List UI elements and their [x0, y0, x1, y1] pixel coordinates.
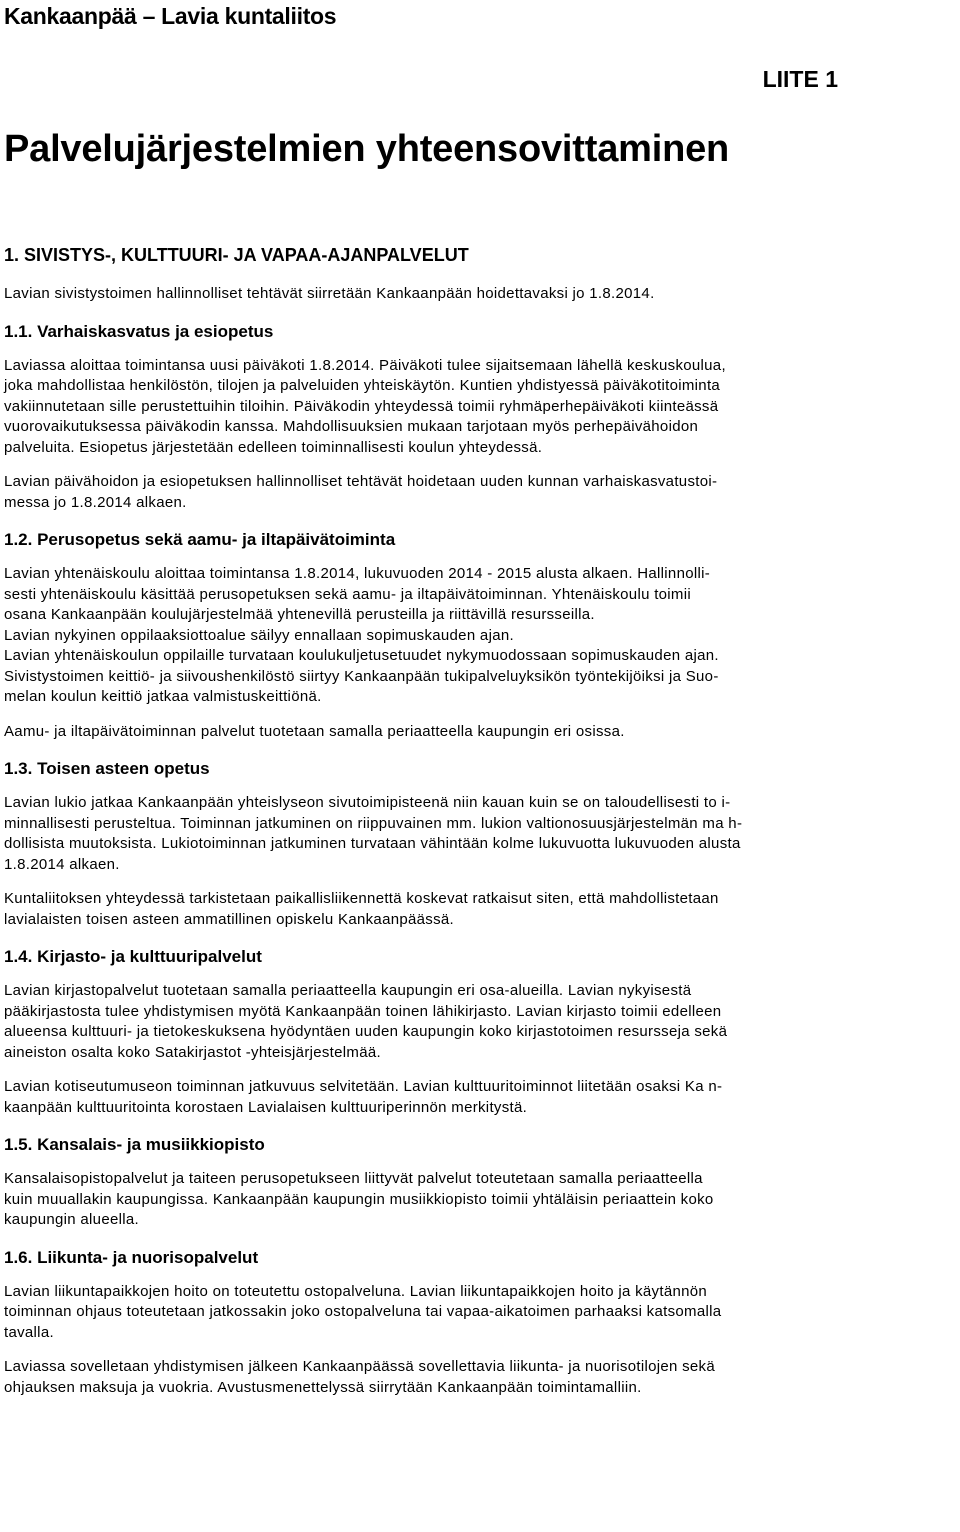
paragraph	[4, 981, 956, 1063]
appendix-label: LIITE 1	[762, 66, 838, 92]
text-line: minnallisesti perusteltua. Toiminnan jatkuminen on riippuvainen mm. lukion valtionosuusjärjestelmän ma h-	[4, 814, 743, 832]
paragraph	[4, 1282, 956, 1344]
text-line: alueensa kulttuuri- ja tietokeskuksena hyödyntäen uuden kaupungin koko kirjastotoimen resursseja sekä	[4, 1023, 728, 1040]
text-line: palveluita. Esiopetus järjestetään edelleen toiminnallisesti koulun yhteydessä.	[4, 438, 543, 456]
text-line: joka mahdollistaa henkilöstön, tilojen ja palveluiden yhteiskäytön. Kuntien yhdistyessä päiväkotitoiminta	[4, 377, 721, 394]
text-line: Lavian yhtenäiskoulu aloittaa toimintansa 1.8.2014, lukuvuoden 2014 - 2015 alusta alkaen. Hallinnolli-	[4, 565, 711, 582]
subsection-heading-1-2: 1.2. Perusopetus sekä aamu- ja iltapäivätoiminta	[4, 530, 396, 549]
text-line: melan koulun keittiö jatkaa valmistuskeittiönä.	[4, 688, 322, 705]
text-line: Lavian sivistystoimen hallinnolliset tehtävät siirretään Kankaanpään hoidettavaksi jo 1.8.2014.	[4, 285, 655, 302]
paragraph	[4, 793, 956, 875]
page-title: Palvelujärjestelmien yhteensovittaminen	[4, 128, 730, 170]
text-line: Lavian lukio jatkaa Kankaanpään yhteislyseon sivutoimipisteenä niin kauan kuin se on taloudellisesti to i-	[4, 794, 731, 811]
text-line: sesti yhtenäiskoulu käsittää perusopetuksen sekä aamu- ja iltapäivätoiminnan. Yhtenäiskoulu toimii	[4, 585, 691, 603]
paragraph	[4, 1357, 956, 1398]
text-line: Kuntaliitoksen yhteydessä tarkistetaan paikallisliikennettä koskevat ratkaisut siten, että mahdollistetaan	[4, 890, 719, 907]
document-header: Kankaanpää – Lavia kuntaliitos	[4, 3, 337, 29]
text-line: tavalla.	[4, 1323, 54, 1341]
text-line: vuorovaikutuksessa päiväkodin kanssa. Mahdollisuuksien mukaan tarjotaan myös perhepäivähoidon	[4, 418, 699, 435]
subsection-heading-1-5: 1.5. Kansalais- ja musiikkiopisto	[4, 1135, 265, 1154]
text-line: Aamu- ja iltapäivätoiminnan palvelut tuotetaan samalla periaatteella kaupungin eri osissa.	[4, 722, 625, 740]
text-line: Lavian nykyinen oppilaaksiottoalue säilyy ennallaan sopimuskauden ajan.	[4, 626, 514, 644]
subsection-heading-1-3: 1.3. Toisen asteen opetus	[4, 759, 210, 778]
paragraph	[4, 1169, 956, 1231]
section-1-intro	[4, 284, 956, 305]
text-line: kaanpään kulttuuritointa korostaen Lavialaisen kulttuuriperinnön merkitystä.	[4, 1098, 528, 1116]
subsection-heading-1-6: 1.6. Liikunta- ja nuorisopalvelut	[4, 1247, 259, 1267]
subsection-heading-1-1: 1.1. Varhaiskasvatus ja esiopetus	[4, 321, 274, 341]
text-line: Laviassa sovelletaan yhdistymisen jälkeen Kankaanpäässä sovellettavia liikunta- ja nuorisotilojen sekä	[4, 1358, 715, 1375]
text-line: pääkirjastosta tulee yhdistymisen myötä Kankaanpään toinen lähikirjasto. Lavian kirjasto toimii edelleen	[4, 1002, 722, 1020]
paragraph	[4, 889, 956, 930]
text-line: Sivistystoimen keittiö- ja siivoushenkilöstö siirtyy Kankaanpään tukipalveluyksikön työntekijöiksi ja Suo-	[4, 667, 719, 685]
text-line: toiminnan ohjaus toteutetaan jatkossakin joko ostopalveluna tai vapaa-aikatoimen parhaaksi katsomalla	[4, 1303, 722, 1320]
paragraph	[4, 722, 956, 743]
subsection-heading-1-4: 1.4. Kirjasto- ja kulttuuripalvelut	[4, 947, 262, 966]
text-line: Lavian kotiseutumuseon toiminnan jatkuvuus selvitetään. Lavian kulttuuritoiminnot liitetään osaksi Ka n-	[4, 1078, 723, 1095]
text-line: Lavian kirjastopalvelut tuotetaan samalla periaatteella kaupungin eri osa-alueilla. Lavian nykyisestä	[4, 982, 692, 999]
text-line: Lavian liikuntapaikkojen hoito on toteutettu ostopalveluna. Lavian liikuntapaikkojen hoito ja käytännön	[4, 1282, 708, 1300]
document-body	[4, 244, 956, 1398]
text-line: vakiinnutetaan sille perustettuihin tiloihin. Päiväkodin yhteydessä toimii ryhmäperhepäiväkoti kiinteässä	[4, 397, 719, 415]
paragraph	[4, 356, 956, 459]
text-line: Lavian päivähoidon ja esiopetuksen hallinnolliset tehtävät hoidetaan uuden kunnan varhaiskasvatustoi-	[4, 473, 718, 490]
text-line: aineiston osalta koko Satakirjastot -yhteisjärjestelmää.	[4, 1043, 381, 1061]
text-line: ohjauksen maksuja ja vuokria. Avustusmenettelyssä siirrytään Kankaanpään toimintamalliin.	[4, 1378, 642, 1396]
section-heading-1: 1. SIVISTYS-, KULTTUURI- JA VAPAA-AJANPALVELUT	[4, 245, 469, 265]
text-line: Lavian yhtenäiskoulun oppilaille turvataan koulukuljetusetuudet nykymuodossaan sopimuskauden ajan.	[4, 647, 719, 664]
text-line: kaupungin alueella.	[4, 1211, 139, 1228]
text-line: Laviassa aloittaa toimintansa uusi päiväkoti 1.8.2014. Päiväkoti tulee sijaitsemaan lähellä keskuskoulua,	[4, 356, 726, 374]
text-line: messa jo 1.8.2014 alkaen.	[4, 493, 187, 511]
paragraph	[4, 564, 956, 708]
text-line: dollisista muutoksista. Lukiotoiminnan jatkuminen turvataan vähintään kolme lukuvuotta lukuvuoden alusta	[4, 835, 741, 852]
text-line: Kansalaisopistopalvelut ja taiteen perusopetukseen liittyvät palvelut toteutetaan samalla periaatteella	[4, 1170, 703, 1187]
paragraph	[4, 1077, 956, 1118]
text-line: osana Kankaanpään koulujärjestelmää yhtenevillä perusteilla ja riittävillä resursseilla.	[4, 606, 595, 623]
text-line: 1.8.2014 alkaen.	[4, 855, 120, 873]
text-line: lavialaisten toisen asteen ammatillinen opiskelu Kankaanpäässä.	[4, 910, 454, 928]
text-line: kuin muuallakin kaupungissa. Kankaanpään kaupungin musiikkiopisto toimii yhtäläisin periaattein koko	[4, 1190, 714, 1208]
paragraph	[4, 472, 956, 513]
